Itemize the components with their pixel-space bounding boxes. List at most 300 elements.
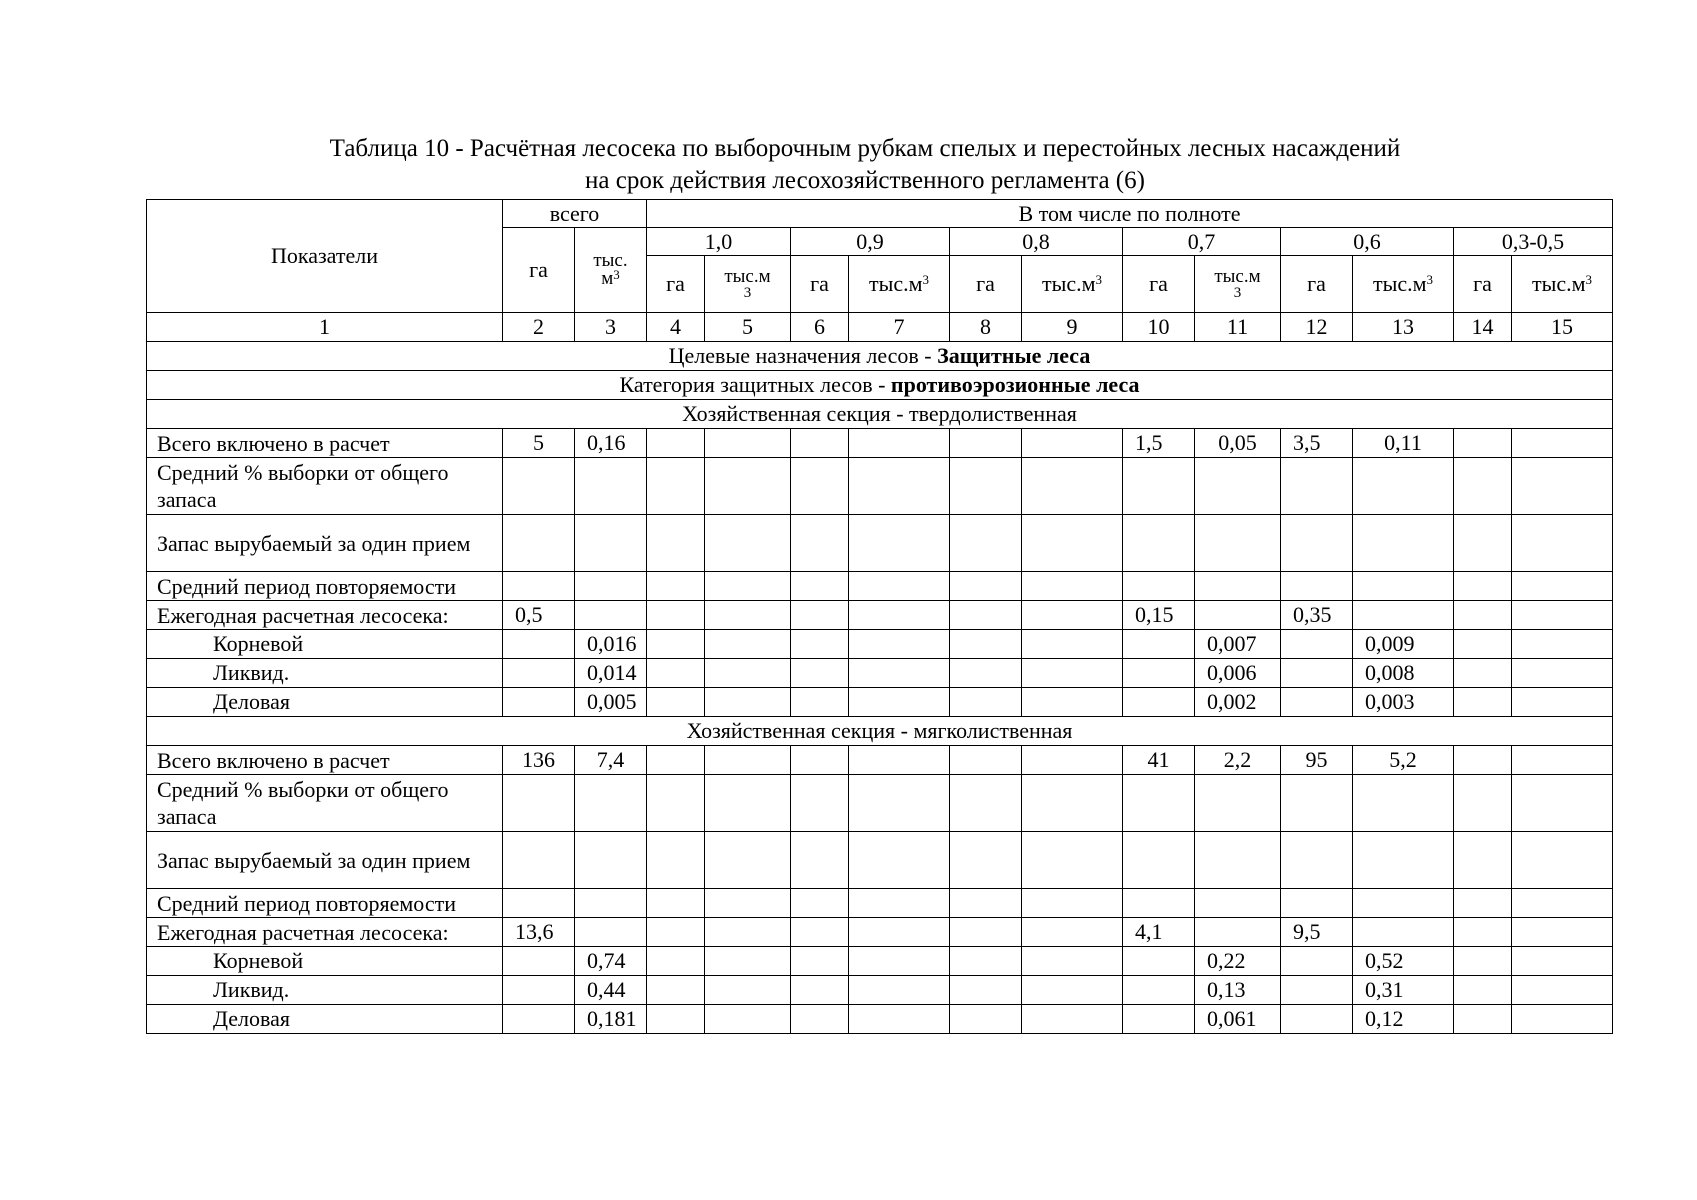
cell xyxy=(503,659,575,688)
cell xyxy=(791,1005,849,1034)
section1-row xyxy=(147,400,1613,429)
cell: 0,008 xyxy=(1353,659,1454,688)
cell xyxy=(1022,630,1123,659)
col-number: 7 xyxy=(849,313,950,342)
table-row xyxy=(147,515,1613,572)
col-number: 5 xyxy=(705,313,791,342)
section2-row xyxy=(147,717,1613,746)
row-label: Средний период повторяемости xyxy=(147,889,503,918)
table-row xyxy=(147,458,1613,515)
cell xyxy=(503,572,575,601)
cell xyxy=(1353,458,1454,515)
cell xyxy=(647,947,705,976)
cell xyxy=(1281,630,1353,659)
table-row xyxy=(147,1005,1613,1034)
cell xyxy=(1512,572,1613,601)
table-row xyxy=(147,775,1613,832)
cell xyxy=(1281,688,1353,717)
cell xyxy=(1123,572,1195,601)
cell xyxy=(705,947,791,976)
cell xyxy=(791,515,849,572)
header-row-1 xyxy=(147,200,1613,228)
header-volume-split xyxy=(705,256,791,313)
cell xyxy=(647,832,705,889)
cell xyxy=(1353,918,1454,947)
cell xyxy=(503,947,575,976)
header-total: всего xyxy=(503,200,647,228)
cell xyxy=(575,889,647,918)
cell xyxy=(791,746,849,775)
cell xyxy=(1022,429,1123,458)
cell xyxy=(503,832,575,889)
cell xyxy=(1022,918,1123,947)
cell xyxy=(1123,775,1195,832)
row-label: Средний % выборки от общего запаса xyxy=(147,775,503,832)
cell xyxy=(647,601,705,630)
cell xyxy=(1123,947,1195,976)
cell xyxy=(705,688,791,717)
header-density-5: 0,6 xyxy=(1281,228,1454,256)
cell xyxy=(1195,601,1281,630)
header-exp-sub: 3 xyxy=(743,285,752,301)
cell xyxy=(575,601,647,630)
header-exp: 3 xyxy=(1095,272,1103,287)
cell xyxy=(1454,976,1512,1005)
header-volume xyxy=(1512,256,1613,313)
row-label: Запас вырубаемый за один прием xyxy=(147,515,503,572)
table-title-line2: на срок действия лесохозяйственного регламента (6) xyxy=(585,167,1145,194)
cell xyxy=(1123,515,1195,572)
cell xyxy=(849,832,950,889)
row-label: Средний период повторяемости xyxy=(147,572,503,601)
cell xyxy=(647,1005,705,1034)
cell xyxy=(849,458,950,515)
table-row xyxy=(147,918,1613,947)
cell xyxy=(1195,889,1281,918)
cell: 4,1 xyxy=(1123,918,1195,947)
cell xyxy=(950,630,1022,659)
row-label: Всего включено в расчет xyxy=(147,429,503,458)
row-label: Корневой xyxy=(147,630,503,659)
cell xyxy=(1195,775,1281,832)
col-number: 4 xyxy=(647,313,705,342)
row-label: Ежегодная расчетная лесосека: xyxy=(147,918,503,947)
header-total-volume xyxy=(575,228,647,313)
cell xyxy=(647,515,705,572)
cell: 0,016 xyxy=(575,630,647,659)
cell: 0,12 xyxy=(1353,1005,1454,1034)
cell xyxy=(503,889,575,918)
cell xyxy=(950,601,1022,630)
header-exp-sub: 3 xyxy=(1233,285,1242,301)
cell xyxy=(1123,458,1195,515)
cell xyxy=(950,775,1022,832)
cell xyxy=(1454,832,1512,889)
header-ha: га xyxy=(1454,256,1512,313)
category-value: противоэрозионные леса xyxy=(890,372,1140,397)
cell: 0,061 xyxy=(1195,1005,1281,1034)
header-density-2: 0,9 xyxy=(791,228,950,256)
row-label: Ликвид. xyxy=(147,659,503,688)
row-label: Ликвид. xyxy=(147,976,503,1005)
cell xyxy=(950,918,1022,947)
cell xyxy=(1022,572,1123,601)
cell xyxy=(1454,918,1512,947)
cell xyxy=(1353,832,1454,889)
cell xyxy=(950,1005,1022,1034)
col-number: 8 xyxy=(950,313,1022,342)
cell xyxy=(1123,889,1195,918)
cell xyxy=(791,429,849,458)
cell xyxy=(1195,515,1281,572)
cell: 0,74 xyxy=(575,947,647,976)
cell xyxy=(503,630,575,659)
purpose-banner xyxy=(147,342,1613,371)
cell xyxy=(950,832,1022,889)
cell: 0,13 xyxy=(1195,976,1281,1005)
cell xyxy=(1123,659,1195,688)
cell: 9,5 xyxy=(1281,918,1353,947)
cell xyxy=(1454,746,1512,775)
cell xyxy=(1454,775,1512,832)
cell xyxy=(575,458,647,515)
cell xyxy=(849,918,950,947)
cell xyxy=(1454,458,1512,515)
cell xyxy=(950,429,1022,458)
cell xyxy=(1022,688,1123,717)
cell xyxy=(1022,1005,1123,1034)
section2-banner: Хозяйственная секция - мягколиственная xyxy=(147,717,1613,746)
cell xyxy=(503,1005,575,1034)
cell: 0,014 xyxy=(575,659,647,688)
col-number: 14 xyxy=(1454,313,1512,342)
header-density-1: 1,0 xyxy=(647,228,791,256)
cell xyxy=(1195,458,1281,515)
cell xyxy=(705,1005,791,1034)
cell xyxy=(705,601,791,630)
cell xyxy=(705,515,791,572)
cell xyxy=(1195,918,1281,947)
cell xyxy=(1123,1005,1195,1034)
cell: 0,16 xyxy=(575,429,647,458)
cell xyxy=(849,688,950,717)
cell: 136 xyxy=(503,746,575,775)
cell xyxy=(1281,515,1353,572)
table-row xyxy=(147,601,1613,630)
category-label: Категория защитных лесов - xyxy=(619,372,891,397)
header-ha: га xyxy=(1123,256,1195,313)
row-label: Корневой xyxy=(147,947,503,976)
cell xyxy=(647,659,705,688)
cell xyxy=(503,458,575,515)
cell xyxy=(1022,458,1123,515)
row-label: Ежегодная расчетная лесосека: xyxy=(147,601,503,630)
cell xyxy=(1512,458,1613,515)
cell xyxy=(1022,515,1123,572)
cell xyxy=(647,976,705,1005)
cell xyxy=(1454,515,1512,572)
cell: 0,05 xyxy=(1195,429,1281,458)
purpose-row xyxy=(147,342,1613,371)
cell xyxy=(849,515,950,572)
cell xyxy=(1512,659,1613,688)
cell xyxy=(1123,976,1195,1005)
cell xyxy=(705,976,791,1005)
cell: 0,15 xyxy=(1123,601,1195,630)
cell xyxy=(647,572,705,601)
header-thous-m: тыс.м xyxy=(1372,271,1427,296)
col-number: 13 xyxy=(1353,313,1454,342)
cell xyxy=(1353,775,1454,832)
cell xyxy=(849,630,950,659)
cell xyxy=(1022,659,1123,688)
cell xyxy=(791,659,849,688)
cell: 0,181 xyxy=(575,1005,647,1034)
table-row xyxy=(147,976,1613,1005)
cell xyxy=(849,889,950,918)
header-exp: 3 xyxy=(1585,272,1593,287)
cell xyxy=(1454,947,1512,976)
cell xyxy=(1353,601,1454,630)
cell xyxy=(1281,572,1353,601)
row-label: Всего включено в расчет xyxy=(147,746,503,775)
header-ha: га xyxy=(791,256,849,313)
purpose-label: Целевые назначения лесов - xyxy=(668,343,938,368)
header-volume-split xyxy=(1195,256,1281,313)
cell xyxy=(1281,947,1353,976)
cell xyxy=(1512,889,1613,918)
cell xyxy=(705,832,791,889)
cell xyxy=(1512,601,1613,630)
cell: 0,11 xyxy=(1353,429,1454,458)
cell: 7,4 xyxy=(575,746,647,775)
cell xyxy=(647,458,705,515)
cell xyxy=(1281,832,1353,889)
cell xyxy=(1512,746,1613,775)
cell xyxy=(647,775,705,832)
cell xyxy=(705,458,791,515)
cell xyxy=(1512,947,1613,976)
cell: 0,5 xyxy=(503,601,575,630)
cell xyxy=(647,688,705,717)
cell xyxy=(849,1005,950,1034)
cell xyxy=(1512,429,1613,458)
col-number: 1 xyxy=(147,313,503,342)
cell xyxy=(705,918,791,947)
cell: 0,31 xyxy=(1353,976,1454,1005)
cell xyxy=(849,746,950,775)
cell: 5,2 xyxy=(1353,746,1454,775)
cell xyxy=(791,688,849,717)
cell xyxy=(647,746,705,775)
cell xyxy=(791,630,849,659)
cell xyxy=(791,976,849,1005)
cell xyxy=(503,688,575,717)
col-number: 10 xyxy=(1123,313,1195,342)
cell xyxy=(791,832,849,889)
category-banner xyxy=(147,371,1613,400)
header-total-ha: га xyxy=(503,228,575,313)
cell xyxy=(1281,458,1353,515)
cell xyxy=(1512,630,1613,659)
cell xyxy=(950,659,1022,688)
header-ha: га xyxy=(950,256,1022,313)
header-volume xyxy=(1022,256,1123,313)
cell xyxy=(705,889,791,918)
header-thous-m: тыс.м xyxy=(1214,266,1261,287)
cell xyxy=(950,572,1022,601)
cell xyxy=(647,889,705,918)
cell xyxy=(1022,832,1123,889)
header-ha: га xyxy=(1281,256,1353,313)
cell xyxy=(1195,832,1281,889)
cell xyxy=(950,976,1022,1005)
col-number: 3 xyxy=(575,313,647,342)
cell xyxy=(575,515,647,572)
header-exp: 3 xyxy=(922,272,930,287)
table-title-line1: Таблица 10 - Расчётная лесосека по выборочным рубкам спелых и перестойных лесных насаждений xyxy=(329,135,1401,162)
header-thous-m: тыс.м xyxy=(1531,271,1586,296)
row-label: Средний % выборки от общего запаса xyxy=(147,458,503,515)
col-number: 15 xyxy=(1512,313,1613,342)
header-density-6: 0,3-0,5 xyxy=(1454,228,1613,256)
table-row xyxy=(147,746,1613,775)
cell xyxy=(575,832,647,889)
cell xyxy=(950,458,1022,515)
cell xyxy=(647,630,705,659)
cell xyxy=(1281,659,1353,688)
cell xyxy=(705,429,791,458)
cell: 5 xyxy=(503,429,575,458)
cell xyxy=(647,918,705,947)
cell xyxy=(849,572,950,601)
cell xyxy=(1454,1005,1512,1034)
cell xyxy=(849,976,950,1005)
cell xyxy=(1281,1005,1353,1034)
cell xyxy=(1022,976,1123,1005)
header-total-m: м xyxy=(601,268,614,289)
table-row xyxy=(147,688,1613,717)
col-number: 6 xyxy=(791,313,849,342)
header-volume xyxy=(1353,256,1454,313)
cell xyxy=(1353,515,1454,572)
cell: 0,003 xyxy=(1353,688,1454,717)
cell xyxy=(1512,515,1613,572)
cell xyxy=(503,976,575,1005)
col-number: 12 xyxy=(1281,313,1353,342)
purpose-value: Защитные леса xyxy=(937,343,1091,368)
cell: 1,5 xyxy=(1123,429,1195,458)
cell xyxy=(791,775,849,832)
cell xyxy=(1512,976,1613,1005)
section1-banner: Хозяйственная секция - твердолиственная xyxy=(147,400,1613,429)
cell xyxy=(849,947,950,976)
category-row xyxy=(147,371,1613,400)
cell xyxy=(1454,889,1512,918)
cell xyxy=(950,515,1022,572)
cell: 0,35 xyxy=(1281,601,1353,630)
cell xyxy=(503,775,575,832)
table-row xyxy=(147,630,1613,659)
cell: 0,002 xyxy=(1195,688,1281,717)
header-total-thous: тыс. xyxy=(593,250,628,271)
cell xyxy=(950,746,1022,775)
cell xyxy=(1123,688,1195,717)
header-total-exp: 3 xyxy=(613,267,620,282)
table-row xyxy=(147,659,1613,688)
header-thous-m: тыс.м xyxy=(868,271,923,296)
header-thous-m: тыс.м xyxy=(1041,271,1096,296)
header-exp: 3 xyxy=(1426,272,1434,287)
cell xyxy=(575,572,647,601)
cell xyxy=(1512,1005,1613,1034)
cell xyxy=(791,458,849,515)
cell xyxy=(849,601,950,630)
table-row xyxy=(147,947,1613,976)
cell xyxy=(1022,889,1123,918)
row-label: Деловая xyxy=(147,1005,503,1034)
table-title xyxy=(0,133,1697,197)
col-number: 9 xyxy=(1022,313,1123,342)
cell xyxy=(1022,775,1123,832)
cell xyxy=(950,947,1022,976)
cell xyxy=(791,918,849,947)
row-label: Деловая xyxy=(147,688,503,717)
cell: 3,5 xyxy=(1281,429,1353,458)
cell xyxy=(1123,630,1195,659)
cell xyxy=(1022,947,1123,976)
cell xyxy=(1454,572,1512,601)
cell xyxy=(950,688,1022,717)
cell xyxy=(1195,572,1281,601)
header-density-4: 0,7 xyxy=(1123,228,1281,256)
cell xyxy=(791,601,849,630)
cell xyxy=(849,659,950,688)
cell xyxy=(1512,775,1613,832)
cell xyxy=(1454,429,1512,458)
cell xyxy=(1281,976,1353,1005)
cell xyxy=(1281,889,1353,918)
cell: 0,22 xyxy=(1195,947,1281,976)
cell xyxy=(791,572,849,601)
cell xyxy=(1512,832,1613,889)
cell xyxy=(791,947,849,976)
cell xyxy=(1454,630,1512,659)
cell xyxy=(705,630,791,659)
cell xyxy=(503,515,575,572)
cell xyxy=(705,746,791,775)
cell xyxy=(849,429,950,458)
cell xyxy=(575,775,647,832)
header-thous-m: тыс.м xyxy=(724,266,771,287)
row-label: Запас вырубаемый за один прием xyxy=(147,832,503,889)
cell xyxy=(1454,659,1512,688)
cell xyxy=(1454,688,1512,717)
header-indicators: Показатели xyxy=(147,200,503,313)
cell xyxy=(575,918,647,947)
cell: 0,009 xyxy=(1353,630,1454,659)
cell: 0,007 xyxy=(1195,630,1281,659)
header-ha: га xyxy=(647,256,705,313)
table-row xyxy=(147,572,1613,601)
cutting-area-table xyxy=(146,199,1613,1034)
cell xyxy=(705,775,791,832)
cell xyxy=(1454,601,1512,630)
cell: 0,52 xyxy=(1353,947,1454,976)
cell: 0,44 xyxy=(575,976,647,1005)
cell: 2,2 xyxy=(1195,746,1281,775)
cell xyxy=(1512,688,1613,717)
